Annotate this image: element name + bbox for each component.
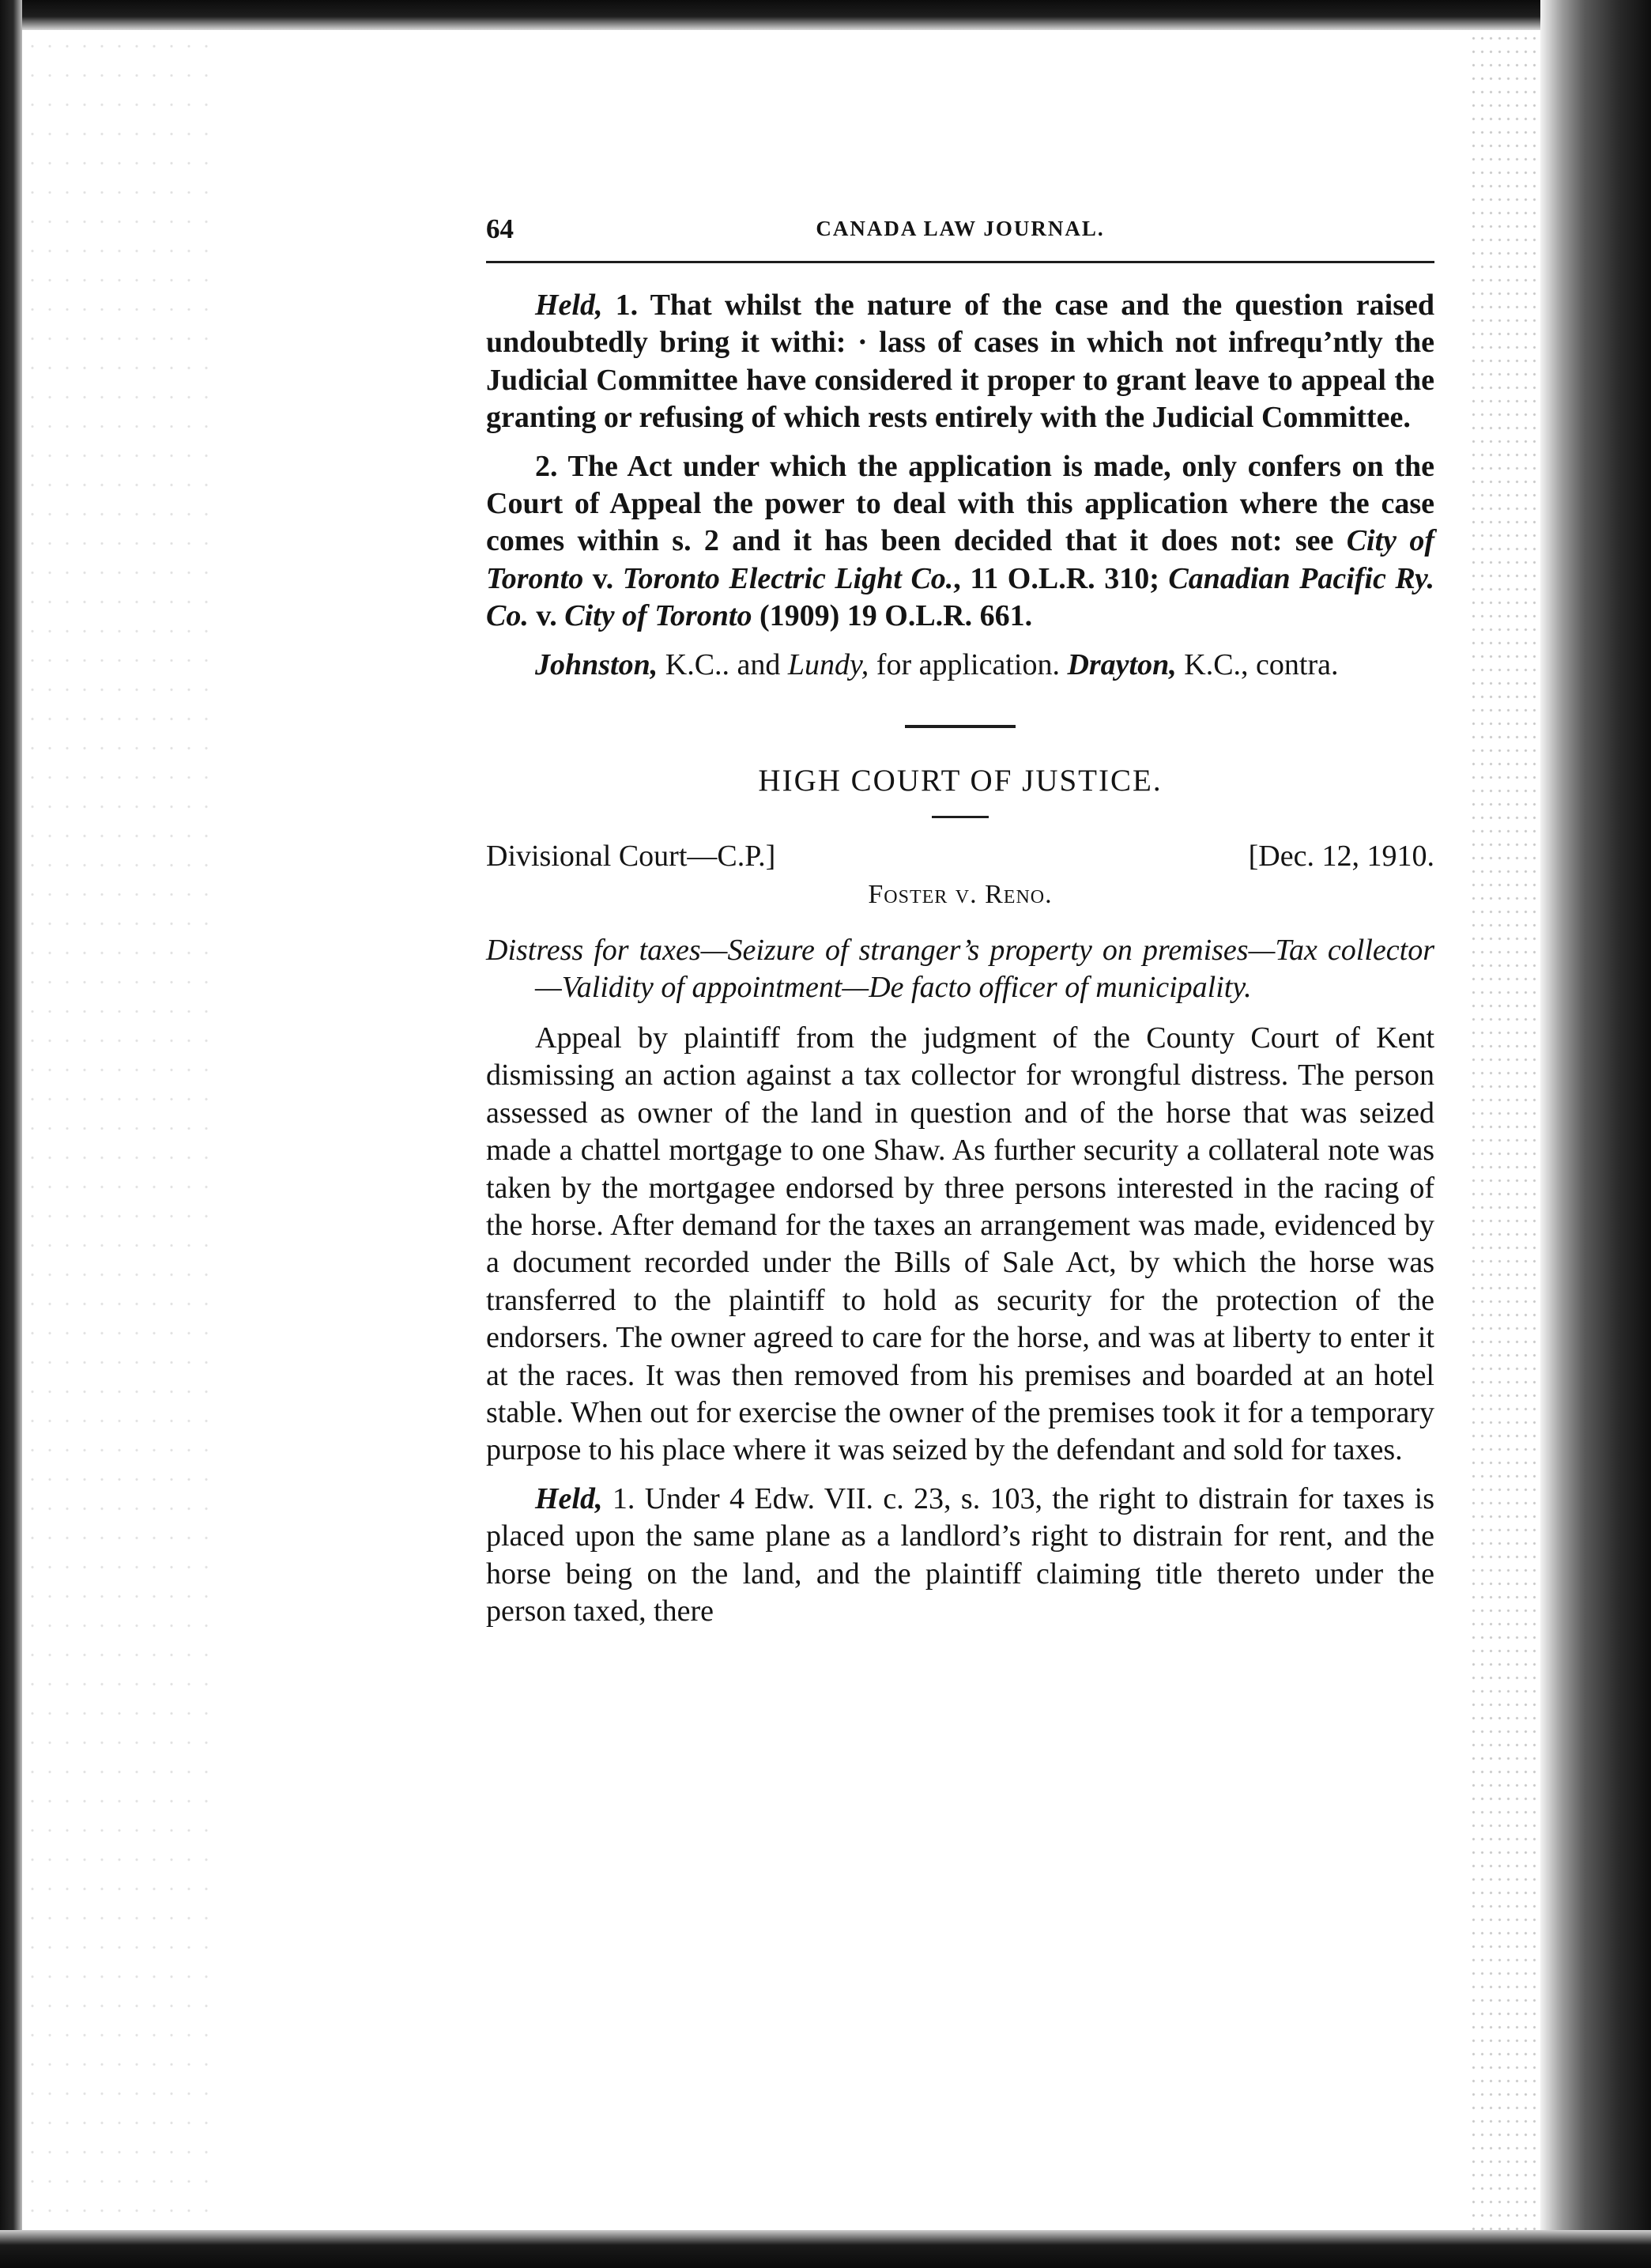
held-paragraph-3 (486, 1481, 1434, 1631)
header-rule (486, 261, 1434, 263)
headnote: Distress for taxes—Seizure of stranger’s property on premises—Tax collector—Validity of appointment—De facto officer of municipality. (486, 934, 1434, 1005)
citation-1: City of Toronto (486, 524, 1434, 595)
held-3-text: 1. Under 4 Edw. VII. c. 23, s. 103, the right to distrain for taxes is placed upon the same plane as a landlord’s right to distrain for rent, and the horse being on the land, and the plaintiff claiming title thereto under the person taxed, there (486, 1481, 1434, 1628)
held-2-lead: 2. The Act under which the application is made, only confers on the Court of Appeal the power to deal with this application where the case comes within s. 2 and it has been decided that it does not: see (486, 449, 1434, 558)
scan-edge-right (1540, 0, 1651, 2268)
held-paragraph-2 (486, 448, 1434, 636)
heading-rule (932, 816, 989, 818)
page-number: 64 (486, 213, 514, 244)
citation-3: Canadian Pacific Ry. Co. (486, 561, 1435, 633)
court-division: Divisional Court—C.P.] (486, 840, 776, 874)
scan-edge-bottom (0, 2230, 1651, 2268)
case-line (486, 839, 1434, 878)
counsel-1-rest: K.C.. and (658, 647, 788, 681)
held-paragraph-1 (486, 287, 1434, 437)
scan-speckle-right (1469, 32, 1540, 2245)
scan-speckle-left (24, 32, 221, 2245)
counsel-name-2: Lundy, (787, 647, 869, 681)
counsel-2-rest: for application. (869, 647, 1068, 681)
held-label: Held, (535, 289, 603, 322)
versus-2: v. (528, 599, 565, 633)
counsel-name-3: Drayton, (1067, 647, 1177, 681)
versus-1: v. (583, 561, 623, 595)
held-1-text: 1. That whilst the nature of the case and the question raised undoubtedly bring it withi: · lass of cases in which not infrequ’ntly the Judicial Committee have considered it proper to grant leave to appeal the granting or refusing of which rests entirely with the Judicial Committee. (486, 289, 1435, 435)
decision-date: [Dec. 12, 1910. (1248, 840, 1434, 874)
page-content (486, 210, 1434, 1630)
case-body: Appeal by plaintiff from the judgment of the County Court of Kent dismissing an action against a tax collector for wrongful distress. The person assessed as owner of the land in question and of the horse that was seized made a chattel mortgage to one Shaw. As further security a collateral note was taken by the mortgagee endorsed by three persons interested in the racing of the horse. After demand for the taxes an arrangement was made, evidenced by a document recorded under the Bills of Sale Act, by which the horse was transferred to the plaintiff to hold as security for the protection of the endorsers. The owner agreed to care for the horse, and was at liberty to enter it at the races. It was then removed from his premises and boarded at an hotel stable. When out for exercise the owner of the premises took it for a temporary purpose to his place where it was seized by the defendant and sold for taxes. (486, 1021, 1434, 1467)
counsel-paragraph (486, 647, 1434, 684)
held-2-mid: , 11 O.L.R. 310; (953, 561, 1169, 595)
journal-title: CANADA LAW JOURNAL. (816, 217, 1105, 240)
case-parties: Foster v. Reno. (868, 880, 1053, 910)
citation-4: City of Toronto (564, 599, 752, 633)
held-label-2: Held, (535, 1481, 603, 1515)
counsel-3-rest: K.C., contra. (1176, 647, 1339, 681)
running-header (486, 210, 1434, 255)
counsel-name-1: Johnston, (535, 647, 658, 681)
section-divider (905, 725, 1016, 728)
held-2-tail: (1909) 19 O.L.R. 661. (752, 599, 1033, 633)
scan-edge-left (0, 0, 22, 2268)
scan-edge-top (0, 0, 1651, 30)
citation-2: Toronto Electric Light Co. (622, 561, 954, 595)
court-heading: HIGH COURT OF JUSTICE. (758, 764, 1163, 798)
